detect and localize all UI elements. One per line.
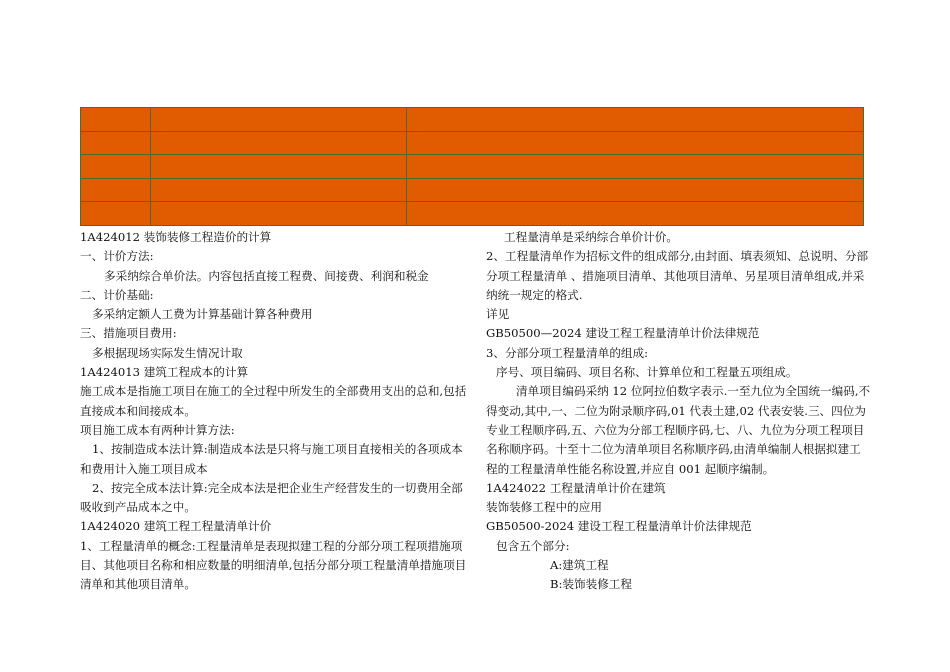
table-cell [81,108,151,132]
paragraph: 多采纳综合单价法。内容包括直接工程费、间接费、利润和税金 [104,268,429,283]
list-item: B:装饰装修工程 [550,577,632,592]
paragraph: 1、按制造成本法计算:制造成本法是只将与施工项目直接相关的各项成本和费用计入施工项目成本 [80,442,463,476]
table-cell [81,178,151,202]
section-heading: 1A424013 建筑工程成本的计算 [80,365,249,380]
table-cell [81,131,151,155]
standard-reference: GB50500-2024 建设工程工程量清单计价法律规范 [486,519,752,534]
paragraph: 二、计价基础: [80,287,154,302]
table-cell [151,108,407,132]
table-cell [407,178,864,202]
paragraph: 清单项目编码采纳 12 位阿拉伯数字表示.一至九位为全国统一编码,不得变动,其中,一、二位为附录顺序码,01 代表土建,02 代表安装.三、四位为专业工程顺序码,五、六位为分部工程顺序码,七、八、九位为分项工程项目名称顺序码。十至十二位为清单项目名称顺序码,由清单编制人根据拟建工程的工程量清单性能名称设置,并应自 001 起顺序编制。 [486,384,871,476]
paragraph: 多根据现场实际发生情况计取 [92,345,243,360]
paragraph: 多采纳定额人工费为计算基础计算各种费用 [92,307,313,322]
table-cell [81,155,151,179]
section-heading: 1A424020 建筑工程工程量清单计价 [80,519,272,534]
table-cell [81,202,151,226]
list-item: A:建筑工程 [550,558,609,573]
paragraph: 2、工程量清单作为招标文件的组成部分,由封面、填表须知、总说明、分部分项工程量清单 、措施项目清单、其他项目清单、另星项目清单组成,并采纳统一规定的格式. [486,249,869,302]
paragraph: 1、工程量清单的概念:工程量清单是表现拟建工程的分部分项工程项措施项目、其他项目名称和相应数量的明细清单,包括分部分项工程量清单措施项目清单和其他项目清单。 [80,538,467,592]
table-cell [407,202,864,226]
paragraph: 三、措施项目费用: [80,326,177,341]
table-cell [407,108,864,132]
section-heading: 1A424022 工程量清单计价在建筑 [486,480,666,495]
table-cell [151,131,407,155]
paragraph: 3、分部分项工程量清单的组成: [486,345,649,360]
right-text-column [486,228,872,595]
section-heading: 装饰装修工程中的应用 [486,500,602,515]
paragraph: 包含五个部分: [496,538,570,553]
orange-header-table [80,107,864,226]
section-heading: 1A424012 装饰装修工程造价的计算 [80,230,272,244]
standard-reference: GB50500—2024 建设工程工程量清单计价法律规范 [486,326,760,341]
paragraph: 项目施工成本有两种计算方法: [80,422,235,437]
paragraph: 详见 [486,307,510,322]
table-cell [407,131,864,155]
table-cell [151,202,407,226]
paragraph: 工程量清单是采纳综合单价计价。 [504,230,678,244]
left-text-column [80,228,467,595]
table-cell [407,155,864,179]
paragraph: 2、按完全成本法计算:完全成本法是把企业生产经营发生的一切费用全部吸收到产品成本之中。 [80,480,463,515]
paragraph: 序号、项目编码、项目名称、计算单位和工程量五项组成。 [496,365,798,380]
paragraph: 一、计价方法: [80,249,154,264]
paragraph: 施工成本是指施工项目在施工的全过程中所发生的全部费用支出的总和,包括直接成本和间接成本。 [80,384,467,418]
table-cell [151,155,407,179]
table-cell [151,178,407,202]
